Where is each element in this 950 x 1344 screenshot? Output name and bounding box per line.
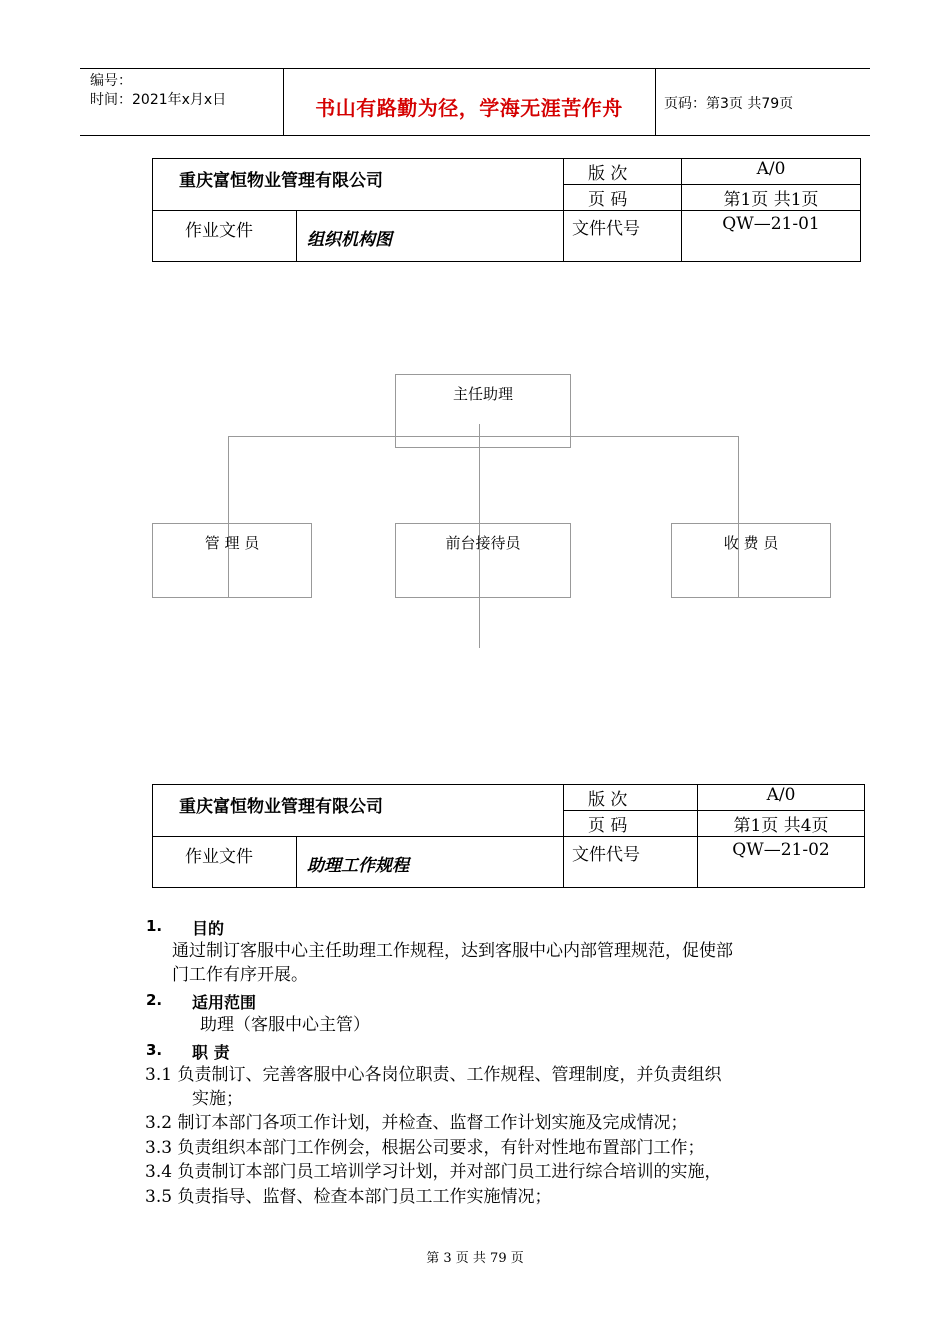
doc-title: 助理工作规程: [297, 837, 564, 888]
section-title: 适用范围: [192, 993, 257, 1012]
header-bottom-rule: [80, 135, 870, 136]
version-label: 版 次: [564, 159, 682, 185]
duty-item: 3.5 负责指导、监督、检查本部门员工工作实施情况；: [145, 1187, 552, 1207]
version-value: A/0: [698, 785, 865, 811]
duty-item: 3.1 负责制订、完善客服中心各岗位职责、工作规程、管理制度，并负责组织: [145, 1065, 722, 1085]
company-name: 重庆富恒物业管理有限公司: [153, 785, 564, 837]
org-box-right: 收 费 员: [671, 523, 831, 598]
section-title: 职 责: [192, 1043, 230, 1062]
section-number: 1.: [146, 917, 163, 935]
org-box-top: 主任助理: [395, 374, 571, 448]
header-motto: 书山有路勤为径，学海无涯苦作舟: [315, 96, 623, 120]
code-value: QW—21-01: [682, 211, 861, 262]
page-value: 第1页 共1页: [682, 185, 861, 211]
doc-type: 作业文件: [153, 211, 297, 262]
header-number-label: 编号：: [90, 73, 132, 89]
code-value: QW—21-02: [698, 837, 865, 888]
section-number: 3.: [146, 1041, 163, 1059]
doc-info-table-1: [152, 158, 861, 262]
duty-item: 3.2 制订本部门各项工作计划，并检查、监督工作计划实施及完成情况；: [145, 1113, 688, 1133]
code-label: 文件代号: [564, 837, 698, 888]
body-text: 通过制订客服中心主任助理工作规程，达到客服中心内部管理规范，促使部: [172, 941, 733, 961]
page-label: 页 码: [564, 185, 682, 211]
body-text: 门工作有序开展。: [172, 965, 308, 985]
duty-item: 3.4 负责制订本部门员工培训学习计划，并对部门员工进行综合培训的实施，: [145, 1162, 722, 1182]
version-value: A/0: [682, 159, 861, 185]
duty-item: 3.3 负责组织本部门工作例会，根据公司要求，有针对性地布置部门工作；: [145, 1138, 705, 1158]
code-label: 文件代号: [564, 211, 682, 262]
page-value: 第1页 共4页: [698, 811, 865, 837]
company-name: 重庆富恒物业管理有限公司: [153, 159, 564, 211]
page-label: 页 码: [564, 811, 698, 837]
doc-type: 作业文件: [153, 837, 297, 888]
header-page-info: 页码：第3页 共79页: [664, 96, 794, 112]
doc-title: 组织机构图: [297, 211, 564, 262]
org-box-middle: 前台接待员: [395, 523, 571, 598]
header-time-label: 时间：2021年x月x日: [90, 92, 227, 108]
org-connector: [228, 436, 738, 437]
section-title: 目的: [192, 919, 225, 938]
duty-item: 实施；: [192, 1089, 243, 1109]
header-divider: [655, 68, 656, 135]
org-box-left: 管 理 员: [152, 523, 312, 598]
body-text: 助理（客服中心主管）: [200, 1015, 370, 1035]
header-top-rule: [80, 68, 870, 69]
version-label: 版 次: [564, 785, 698, 811]
page-footer: 第 3 页 共 79 页: [426, 1251, 524, 1266]
section-number: 2.: [146, 991, 163, 1009]
doc-info-table-2: [152, 784, 865, 888]
